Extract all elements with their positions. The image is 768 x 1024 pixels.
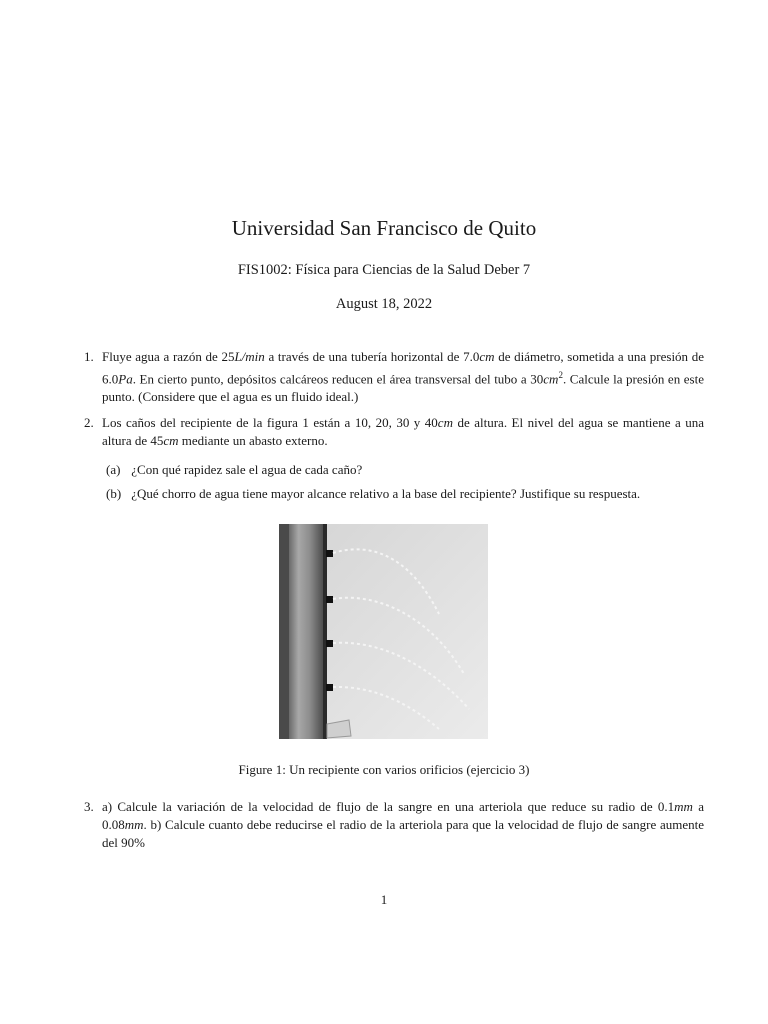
question-3 bbox=[84, 798, 704, 852]
question-number: 3. bbox=[84, 799, 94, 814]
figure-image bbox=[279, 524, 488, 739]
subquestion-text: ¿Qué chorro de agua tiene mayor alcance relativo a la base del recipiente? Justifique su respuesta. bbox=[131, 486, 641, 501]
question-text: a) Calcule la variación de la velocidad de flujo de la sangre en una arteriola que reduce su radio de 0.1mm a 0.08mm. b) Calcule cuanto debe reducirse el radio de la arteriola para que la velocidad de flujo de sangre aumente del 90% bbox=[102, 799, 704, 850]
container-with-jets-photo bbox=[279, 524, 488, 739]
question-1 bbox=[84, 348, 704, 406]
subquestion-label: (a) bbox=[106, 462, 121, 477]
page-number: 1 bbox=[380, 892, 388, 907]
question-2 bbox=[84, 414, 704, 450]
subquestion-label: (b) bbox=[106, 486, 122, 501]
document-subtitle: FIS1002: Física para Ciencias de la Salud Deber 7 bbox=[237, 262, 531, 278]
figure-caption: Figure 1: Un recipiente con varios orificios (ejercicio 3) bbox=[238, 762, 530, 777]
question-text: Los caños del recipiente de la figura 1 están a 10, 20, 30 y 40cm de altura. El nivel del agua se mantiene a una altura de 45cm mediante un abasto externo. bbox=[102, 415, 704, 448]
subquestion-b bbox=[106, 485, 706, 503]
document-title: Universidad San Francisco de Quito bbox=[231, 216, 537, 240]
question-text: Fluye agua a razón de 25L/min a través de una tubería horizontal de 7.0cm de diámetro, sometida a una presión de 6.0Pa. En cierto punto, depósitos calcáreos reducen el área transversal del tubo a $30cm^2$. Calcule la presión en este punto. (Considere que el agua es un fluido ideal.) bbox=[102, 349, 704, 405]
subquestion-text: ¿Con qué rapidez sale el agua de cada caño? bbox=[131, 462, 363, 477]
question-number: 1. bbox=[84, 349, 94, 364]
question-number: 2. bbox=[84, 415, 94, 430]
subquestion-a bbox=[106, 461, 706, 479]
document-date: August 18, 2022 bbox=[335, 296, 433, 312]
